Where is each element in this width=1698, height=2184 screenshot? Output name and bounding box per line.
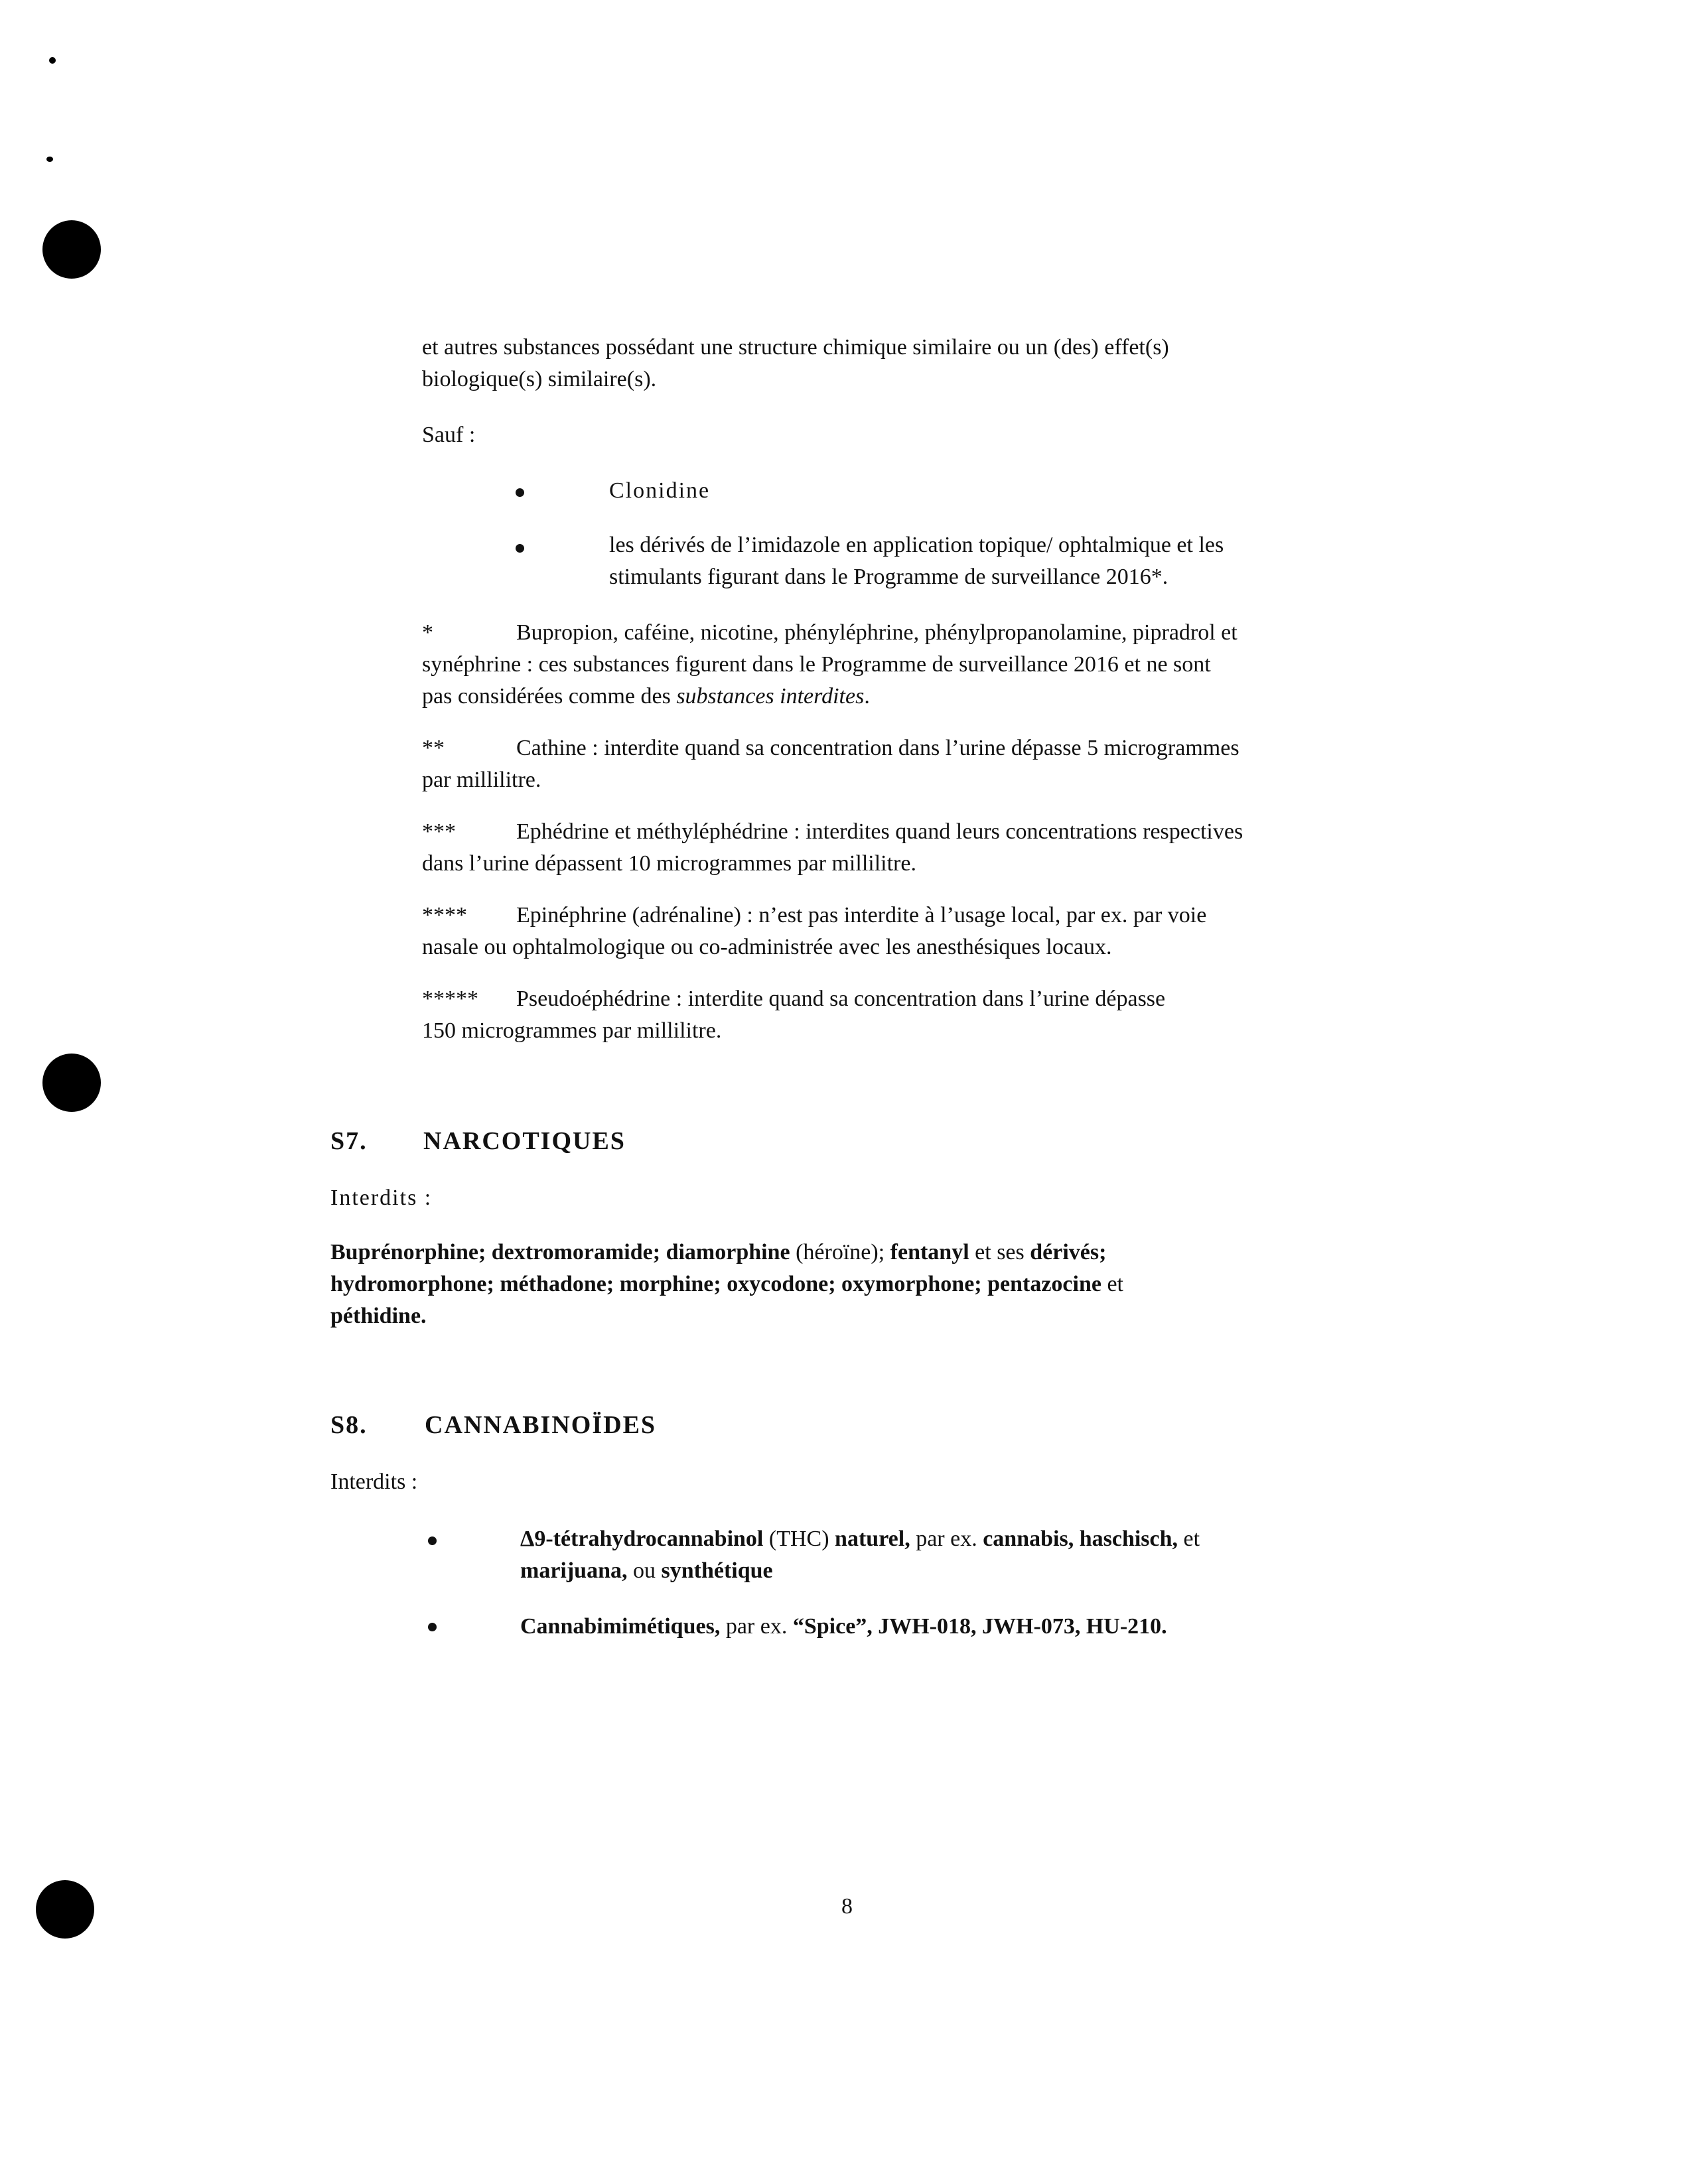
footnote-3-line1: Ephédrine et méthyléphédrine : interdites quand leurs concentrations respectives [516, 819, 1243, 844]
punch-hole-bottom [36, 1880, 94, 1939]
s8-item1-line2: marijuana, ou synthétique [520, 1558, 773, 1583]
footnote-marker: **** [422, 903, 467, 927]
page-number: 8 [841, 1894, 853, 1919]
punch-hole-middle [42, 1054, 101, 1112]
section-title-s7: NARCOTIQUES [423, 1127, 626, 1155]
s7-substances-line2: hydromorphone; méthadone; morphine; oxycodone; oxymorphone; pentazocine et [330, 1272, 1124, 1296]
section-title-s8: CANNABINOÏDES [425, 1411, 657, 1439]
s6-text-line2: biologique(s) similaire(s). [422, 367, 657, 391]
footnote-4-line1: Epinéphrine (adrénaline) : n’est pas interdite à l’usage local, par ex. par voie [516, 903, 1207, 927]
bullet-icon [428, 1623, 437, 1631]
section-number-s7: S7. [330, 1127, 368, 1155]
scan-speck [49, 57, 56, 64]
footnote-1-line3: pas considérées comme des substances interdites. [422, 684, 870, 709]
s8-item2: Cannabimimétiques, par ex. “Spice”, JWH-018, JWH-073, HU-210. [520, 1614, 1167, 1639]
s7-substances-line1: Buprénorphine; dextromoramide; diamorphine (héroïne); fentanyl et ses dérivés; [330, 1240, 1107, 1264]
scan-speck [46, 157, 53, 162]
bullet-icon [428, 1536, 437, 1545]
footnote-5-line2: 150 microgrammes par millilitre. [422, 1018, 722, 1043]
footnote-marker: ***** [422, 987, 478, 1011]
section-number-s8: S8. [330, 1411, 368, 1439]
footnote-2-line2: par millilitre. [422, 768, 541, 792]
footnote-marker: *** [422, 819, 456, 844]
s8-interdits-label: Interdits : [330, 1469, 418, 1494]
footnote-1-line1: Bupropion, caféine, nicotine, phényléphrine, phénylpropanolamine, pipradrol et [516, 620, 1238, 645]
bullet-icon [516, 488, 524, 497]
sauf-label: Sauf : [422, 423, 476, 447]
footnote-marker: * [422, 620, 433, 645]
exception-clonidine: Clonidine [609, 478, 711, 503]
punch-hole-top [42, 220, 101, 279]
footnote-4-line2: nasale ou ophtalmologique ou co-administrée avec les anesthésiques locaux. [422, 935, 1112, 959]
s7-substances-line3: péthidine. [330, 1304, 427, 1328]
footnote-marker: ** [422, 736, 445, 760]
exception-imidazole-line2: stimulants figurant dans le Programme de surveillance 2016*. [609, 565, 1168, 589]
footnote-1-line2: synéphrine : ces substances figurent dans le Programme de surveillance 2016 et ne sont [422, 652, 1211, 677]
footnote-3-line2: dans l’urine dépassent 10 microgrammes par millilitre. [422, 851, 916, 876]
footnote-2-line1: Cathine : interdite quand sa concentration dans l’urine dépasse 5 microgrammes [516, 736, 1239, 760]
bullet-icon [516, 544, 524, 553]
exception-imidazole-line1: les dérivés de l’imidazole en application topique/ ophtalmique et les [609, 533, 1224, 557]
s6-text-line1: et autres substances possédant une structure chimique similaire ou un (des) effet(s) [422, 335, 1169, 360]
footnote-5-line1: Pseudoéphédrine : interdite quand sa concentration dans l’urine dépasse [516, 987, 1166, 1011]
s8-item1-line1: Δ9-tétrahydrocannabinol (THC) naturel, par ex. cannabis, haschisch, et [520, 1527, 1200, 1551]
s7-interdits-label: Interdits : [330, 1186, 433, 1210]
